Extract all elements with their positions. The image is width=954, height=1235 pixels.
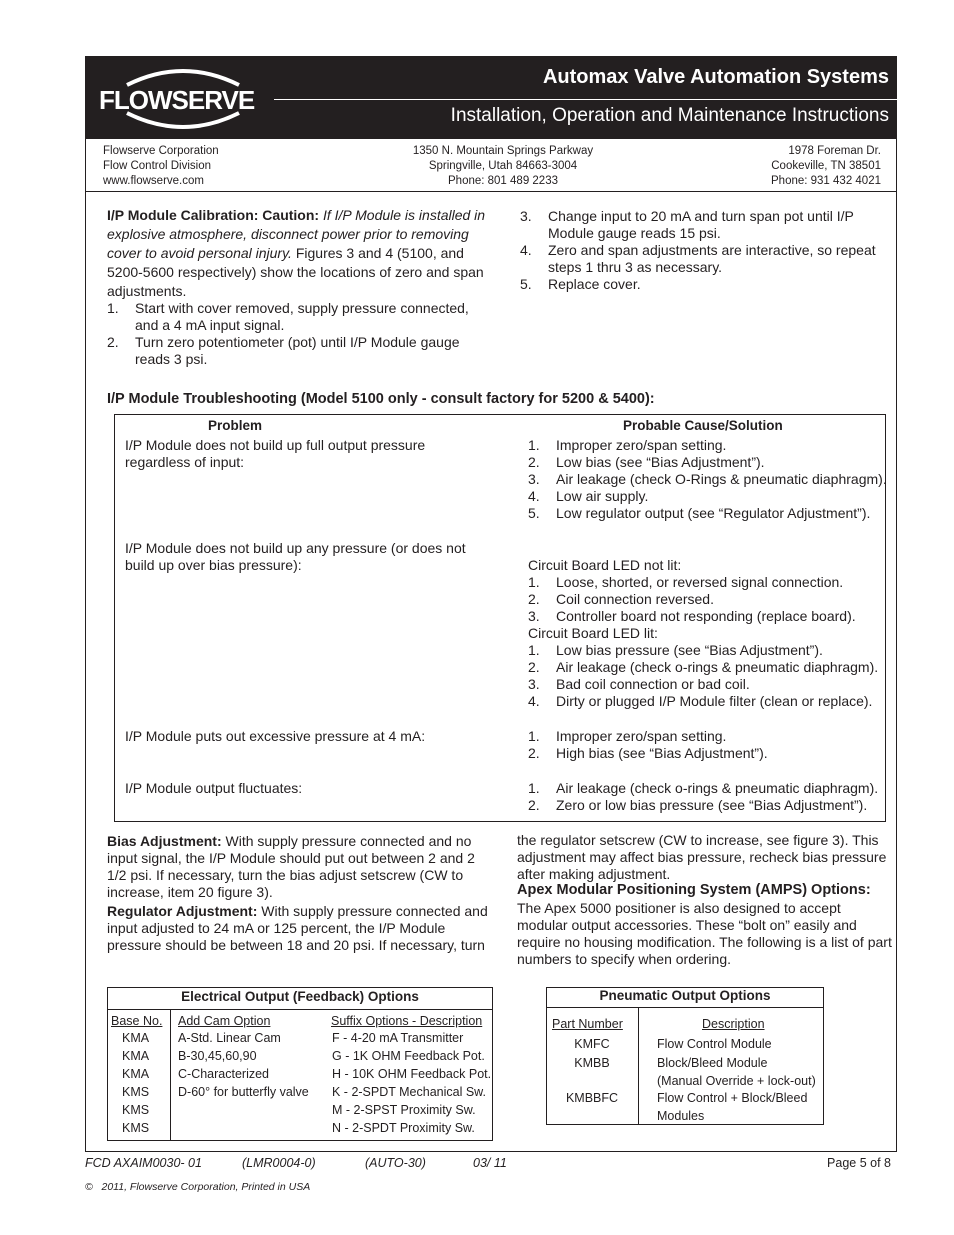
regulator-text: With supply pressure connected and input adjusted to 24 mA or 125 percent, the I/P Module pressure should be between 18 and 20 psi. If necessary, turn [107, 903, 488, 953]
list-item: 2. High bias (see “Bias Adjustment”). [528, 745, 768, 761]
regulator-heading: Regulator Adjustment: [107, 903, 258, 919]
phone-line: Phone: 931 432 4021 [771, 175, 881, 187]
bias-text: With supply pressure connected and no input signal, the I/P Module should put out between 2 and 2 1/2 psi. If necessary, turn the bias adjust setscrew (CW to increase, item 20 figure 3). [107, 833, 475, 900]
list-item: 1. Air leakage (check o-rings & pneumatic diaphragm). [528, 780, 879, 796]
list-item: 1. Start with cover removed, supply pressure connected, and a 4 mA input signal. [107, 300, 469, 333]
cam-column [178, 1029, 309, 1101]
table-divider [107, 1009, 493, 1010]
amps-text: The Apex 5000 positioner is also designed to accept modular output accessories. These “bolt on” easily and require no housing modification. The following is a list of part numbers to specify when ordering. [517, 900, 892, 967]
regulator-adjustment [107, 903, 492, 954]
list-item: 2. Air leakage (check o-rings & pneumatic diaphragm). [528, 659, 879, 675]
address-center [403, 144, 603, 189]
sub-heading: Circuit Board LED lit: [528, 625, 658, 641]
list-item: 1. Improper zero/span setting. [528, 437, 727, 453]
list-item: 5. Low regulator output (see “Regulator Adjustment”). [528, 505, 871, 521]
table-divider [638, 1007, 639, 1125]
table-cell: KMS [122, 1085, 150, 1099]
calibration-heading: I/P Module Calibration: Caution: [107, 207, 320, 223]
copyright: © 2011, Flowserve Corporation, Printed in USA [85, 1181, 311, 1193]
logo-wordmark: FLOWSERVE [99, 85, 255, 115]
table-cell: KMBB [574, 1056, 610, 1070]
table-cell: KMA [122, 1031, 150, 1045]
list-item: 4. Dirty or plugged I/P Module filter (clean or replace). [528, 693, 873, 709]
table-cell: Flow Control Module [657, 1037, 772, 1051]
base-column [122, 1029, 149, 1137]
list-item: 1. Low bias pressure (see “Bias Adjustment”). [528, 642, 823, 658]
calibration-section [107, 206, 492, 301]
list-item: 4. Zero and span adjustments are interactive, so repeat steps 1 thru 3 as necessary. [520, 242, 876, 275]
column-header-solution: Probable Cause/Solution [623, 418, 783, 433]
flowserve-logo [97, 63, 269, 133]
problem-cell: I/P Module puts out excessive pressure at 4 mA: [125, 728, 426, 744]
suffix-column [332, 1029, 491, 1137]
list-item: 2. Turn zero potentiometer (pot) until I/P Module gauge reads 3 psi. [107, 334, 460, 367]
solution-list [528, 437, 886, 522]
column-header: Suffix Options - Description [331, 1014, 483, 1028]
troubleshooting-heading: I/P Module Troubleshooting (Model 5100 only - consult factory for 5200 & 5400): [107, 391, 655, 407]
list-item: 2. Zero or low bias pressure (see “Bias Adjustment”). [528, 797, 868, 813]
company-title: Automax Valve Automation Systems [542, 66, 889, 88]
electrical-table-title: Electrical Output (Feedback) Options [181, 989, 419, 1004]
address-left [103, 144, 219, 189]
problem-cell: I/P Module output fluctuates: [125, 780, 303, 796]
solution-list [528, 574, 886, 625]
header-rule [274, 99, 897, 100]
column-header: Part Number [552, 1017, 623, 1031]
address-right [771, 144, 881, 189]
list-item: 3. Controller board not responding (replace board). [528, 608, 856, 624]
list-item: 2. Low bias (see “Bias Adjustment”). [528, 454, 765, 470]
page-number: Page 5 of 8 [827, 1156, 891, 1170]
address-line: Springville, Utah 84663-3004 [428, 160, 578, 172]
address-line: Flow Control Division [103, 160, 212, 172]
table-cell: C-Characterized [178, 1067, 270, 1081]
table-divider [546, 1007, 824, 1008]
list-item: 1. Improper zero/span setting. [528, 728, 727, 744]
footer-code: FCD AXAIM0030- 01 [85, 1156, 202, 1170]
table-cell: F - 4-20 mA Transmitter [332, 1031, 464, 1045]
footer-code: (LMR0004-0) [242, 1156, 316, 1170]
table-cell: KMS [122, 1121, 150, 1135]
table-cell: A-Std. Linear Cam [178, 1031, 281, 1045]
footer-date: 03/ 11 [473, 1156, 507, 1170]
table-cell: KMA [122, 1067, 150, 1081]
table-cell: KMA [122, 1049, 150, 1063]
address-line: 1978 Foreman Dr. [788, 145, 881, 157]
table-divider [170, 1009, 171, 1141]
column-header: Description [702, 1017, 765, 1031]
amps-heading: Apex Modular Positioning System (AMPS) Options: [517, 882, 871, 898]
website-link[interactable]: www.flowserve.com [103, 175, 204, 187]
calibration-steps-right [520, 208, 880, 293]
column-header-problem: Problem [208, 418, 263, 433]
list-item: 1. Loose, shorted, or reversed signal connection. [528, 574, 844, 590]
problem-cell: I/P Module does not build up full output pressure regardless of input: [125, 437, 426, 470]
table-cell: H - 10K OHM Feedback Pot. [332, 1067, 492, 1081]
address-line: Cookeville, TN 38501 [771, 160, 881, 172]
list-item: 3. Change input to 20 mA and turn span pot until I/P Module gauge reads 15 psi. [520, 208, 854, 241]
sub-heading: Circuit Board LED not lit: [528, 557, 682, 573]
calibration-text: Figures 3 and 4 (5100, and 5200-5600 respectively) show the locations of zero and span adjustments. [107, 245, 484, 299]
table-cell: K - 2-SPDT Mechanical Sw. [332, 1085, 486, 1099]
calibration-steps-left [107, 300, 487, 368]
list-item: 3. Bad coil connection or bad coil. [528, 676, 750, 692]
table-cell: D-60° for butterfly valve [178, 1085, 309, 1099]
table-cell: KMFC [574, 1037, 610, 1051]
list-item: 2. Coil connection reversed. [528, 591, 714, 607]
table-cell: M - 2-SPST Proximity Sw. [332, 1103, 476, 1117]
problem-cell: I/P Module does not build up any pressure (or does not build up over bias pressure): [125, 540, 466, 573]
bias-adjustment [107, 833, 492, 901]
table-cell: B-30,45,60,90 [178, 1049, 257, 1063]
document-title: Installation, Operation and Maintenance Instructions [450, 105, 889, 126]
footer-code: (AUTO-30) [365, 1156, 426, 1170]
table-cell: N - 2-SPDT Proximity Sw. [332, 1121, 475, 1135]
table-cell: G - 1K OHM Feedback Pot. [332, 1049, 485, 1063]
solution-list [528, 642, 886, 710]
table-cell: KMBBFC [565, 1091, 619, 1105]
list-item: 5. Replace cover. [520, 276, 641, 292]
caution-text: If I/P Module is installed in explosive atmosphere, disconnect power prior to removing cover to avoid personal injury. [107, 207, 486, 261]
table-cell: Block/Bleed Module (Manual Override + lock-out) [657, 1056, 816, 1088]
column-header: Add Cam Option [178, 1014, 271, 1028]
list-item: 3. Air leakage (check O-Rings & pneumatic diaphragm). [528, 471, 887, 487]
list-item: 4. Low air supply. [528, 488, 649, 504]
table-cell: Flow Control + Block/Bleed Modules [657, 1091, 808, 1123]
column-header: Base No. [111, 1014, 163, 1028]
address-line: 1350 N. Mountain Springs Parkway [412, 145, 594, 157]
solution-list [528, 780, 886, 814]
pneumatic-table-title: Pneumatic Output Options [599, 988, 771, 1003]
solution-list [528, 728, 886, 762]
bias-heading: Bias Adjustment: [107, 833, 222, 849]
phone-line: Phone: 801 489 2233 [448, 175, 558, 187]
table-cell: KMS [122, 1103, 150, 1117]
regulator-continued: the regulator setscrew (CW to increase, see figure 3). This adjustment may affect bias pressure, recheck bias pressure after making adjustment. [517, 832, 887, 882]
address-line: Flowserve Corporation [103, 145, 219, 157]
